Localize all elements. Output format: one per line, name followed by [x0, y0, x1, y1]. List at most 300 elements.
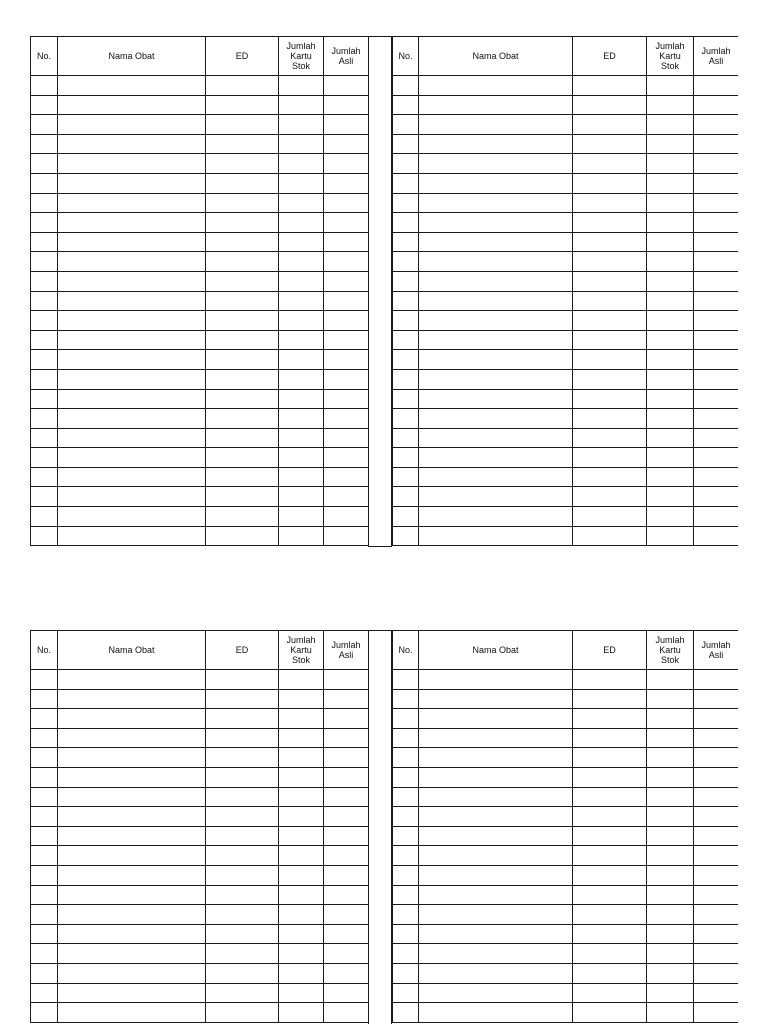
cell-no[interactable]: [31, 271, 58, 291]
cell-jumlah-kartu-stok[interactable]: [279, 448, 324, 468]
cell-no[interactable]: [393, 271, 419, 291]
cell-nama-obat[interactable]: [419, 134, 573, 154]
cell-jumlah-asli[interactable]: [694, 330, 739, 350]
cell-nama-obat[interactable]: [58, 467, 206, 487]
cell-no[interactable]: [31, 767, 58, 787]
cell-nama-obat[interactable]: [58, 330, 206, 350]
cell-jumlah-kartu-stok[interactable]: [279, 983, 324, 1003]
cell-nama-obat[interactable]: [58, 846, 206, 866]
cell-jumlah-kartu-stok[interactable]: [647, 467, 694, 487]
cell-no[interactable]: [393, 826, 419, 846]
cell-jumlah-asli[interactable]: [694, 885, 739, 905]
cell-ed[interactable]: [206, 154, 279, 174]
cell-nama-obat[interactable]: [58, 428, 206, 448]
cell-jumlah-asli[interactable]: [694, 467, 739, 487]
cell-ed[interactable]: [573, 448, 647, 468]
cell-ed[interactable]: [206, 428, 279, 448]
cell-no[interactable]: [31, 134, 58, 154]
cell-jumlah-kartu-stok[interactable]: [647, 409, 694, 429]
cell-jumlah-kartu-stok[interactable]: [647, 689, 694, 709]
cell-jumlah-asli[interactable]: [324, 330, 369, 350]
cell-no[interactable]: [31, 154, 58, 174]
cell-no[interactable]: [393, 963, 419, 983]
cell-jumlah-kartu-stok[interactable]: [647, 134, 694, 154]
cell-no[interactable]: [31, 983, 58, 1003]
cell-nama-obat[interactable]: [58, 232, 206, 252]
cell-ed[interactable]: [573, 76, 647, 96]
cell-no[interactable]: [393, 944, 419, 964]
cell-nama-obat[interactable]: [419, 767, 573, 787]
cell-jumlah-asli[interactable]: [324, 963, 369, 983]
cell-jumlah-asli[interactable]: [324, 95, 369, 115]
cell-jumlah-asli[interactable]: [694, 173, 739, 193]
cell-no[interactable]: [393, 311, 419, 331]
cell-ed[interactable]: [573, 134, 647, 154]
cell-jumlah-kartu-stok[interactable]: [647, 271, 694, 291]
cell-ed[interactable]: [206, 767, 279, 787]
cell-nama-obat[interactable]: [419, 865, 573, 885]
cell-ed[interactable]: [206, 389, 279, 409]
cell-jumlah-kartu-stok[interactable]: [279, 1003, 324, 1023]
cell-nama-obat[interactable]: [419, 252, 573, 272]
cell-nama-obat[interactable]: [58, 95, 206, 115]
cell-jumlah-asli[interactable]: [324, 350, 369, 370]
cell-jumlah-asli[interactable]: [324, 487, 369, 507]
cell-nama-obat[interactable]: [419, 213, 573, 233]
cell-no[interactable]: [393, 905, 419, 925]
cell-jumlah-kartu-stok[interactable]: [279, 826, 324, 846]
cell-jumlah-kartu-stok[interactable]: [279, 963, 324, 983]
cell-jumlah-kartu-stok[interactable]: [647, 291, 694, 311]
cell-jumlah-kartu-stok[interactable]: [647, 728, 694, 748]
cell-jumlah-asli[interactable]: [324, 271, 369, 291]
cell-ed[interactable]: [573, 1003, 647, 1023]
cell-nama-obat[interactable]: [58, 448, 206, 468]
cell-jumlah-asli[interactable]: [694, 983, 739, 1003]
cell-jumlah-asli[interactable]: [694, 134, 739, 154]
cell-no[interactable]: [31, 1003, 58, 1023]
cell-jumlah-asli[interactable]: [324, 115, 369, 135]
cell-no[interactable]: [31, 311, 58, 331]
cell-jumlah-kartu-stok[interactable]: [279, 905, 324, 925]
cell-no[interactable]: [393, 467, 419, 487]
cell-jumlah-kartu-stok[interactable]: [279, 670, 324, 690]
cell-ed[interactable]: [573, 291, 647, 311]
cell-ed[interactable]: [573, 487, 647, 507]
cell-jumlah-kartu-stok[interactable]: [647, 95, 694, 115]
cell-ed[interactable]: [573, 467, 647, 487]
cell-jumlah-kartu-stok[interactable]: [279, 271, 324, 291]
cell-no[interactable]: [393, 330, 419, 350]
cell-jumlah-asli[interactable]: [694, 271, 739, 291]
cell-jumlah-kartu-stok[interactable]: [647, 787, 694, 807]
cell-no[interactable]: [393, 487, 419, 507]
cell-jumlah-asli[interactable]: [324, 193, 369, 213]
cell-ed[interactable]: [573, 526, 647, 546]
cell-ed[interactable]: [206, 983, 279, 1003]
cell-jumlah-kartu-stok[interactable]: [279, 748, 324, 768]
cell-no[interactable]: [31, 448, 58, 468]
cell-nama-obat[interactable]: [419, 428, 573, 448]
cell-nama-obat[interactable]: [419, 173, 573, 193]
cell-nama-obat[interactable]: [419, 330, 573, 350]
cell-jumlah-kartu-stok[interactable]: [279, 154, 324, 174]
cell-jumlah-kartu-stok[interactable]: [279, 728, 324, 748]
cell-jumlah-kartu-stok[interactable]: [279, 252, 324, 272]
cell-ed[interactable]: [206, 252, 279, 272]
cell-ed[interactable]: [573, 95, 647, 115]
cell-no[interactable]: [31, 826, 58, 846]
cell-nama-obat[interactable]: [58, 767, 206, 787]
cell-nama-obat[interactable]: [58, 291, 206, 311]
cell-no[interactable]: [393, 389, 419, 409]
cell-nama-obat[interactable]: [419, 467, 573, 487]
cell-nama-obat[interactable]: [58, 350, 206, 370]
cell-jumlah-asli[interactable]: [324, 709, 369, 729]
cell-ed[interactable]: [206, 134, 279, 154]
cell-no[interactable]: [31, 507, 58, 527]
cell-no[interactable]: [31, 905, 58, 925]
cell-no[interactable]: [31, 213, 58, 233]
cell-ed[interactable]: [573, 807, 647, 827]
cell-no[interactable]: [393, 193, 419, 213]
cell-jumlah-kartu-stok[interactable]: [647, 767, 694, 787]
cell-jumlah-asli[interactable]: [324, 291, 369, 311]
cell-no[interactable]: [31, 350, 58, 370]
cell-nama-obat[interactable]: [58, 193, 206, 213]
cell-jumlah-kartu-stok[interactable]: [279, 526, 324, 546]
cell-ed[interactable]: [573, 846, 647, 866]
cell-no[interactable]: [31, 428, 58, 448]
cell-nama-obat[interactable]: [419, 944, 573, 964]
cell-jumlah-asli[interactable]: [694, 728, 739, 748]
cell-jumlah-kartu-stok[interactable]: [279, 350, 324, 370]
cell-ed[interactable]: [206, 689, 279, 709]
cell-nama-obat[interactable]: [58, 865, 206, 885]
cell-jumlah-kartu-stok[interactable]: [647, 154, 694, 174]
cell-jumlah-kartu-stok[interactable]: [647, 487, 694, 507]
cell-jumlah-kartu-stok[interactable]: [647, 865, 694, 885]
cell-ed[interactable]: [206, 448, 279, 468]
cell-jumlah-kartu-stok[interactable]: [647, 670, 694, 690]
cell-jumlah-kartu-stok[interactable]: [279, 944, 324, 964]
cell-jumlah-asli[interactable]: [694, 1003, 739, 1023]
cell-ed[interactable]: [206, 905, 279, 925]
cell-jumlah-kartu-stok[interactable]: [279, 507, 324, 527]
cell-jumlah-kartu-stok[interactable]: [279, 924, 324, 944]
cell-ed[interactable]: [573, 193, 647, 213]
cell-ed[interactable]: [573, 330, 647, 350]
cell-ed[interactable]: [206, 350, 279, 370]
cell-jumlah-asli[interactable]: [324, 467, 369, 487]
cell-nama-obat[interactable]: [419, 807, 573, 827]
cell-jumlah-asli[interactable]: [694, 193, 739, 213]
cell-ed[interactable]: [206, 271, 279, 291]
cell-jumlah-asli[interactable]: [324, 885, 369, 905]
cell-nama-obat[interactable]: [419, 924, 573, 944]
cell-no[interactable]: [393, 252, 419, 272]
cell-nama-obat[interactable]: [419, 748, 573, 768]
cell-jumlah-kartu-stok[interactable]: [279, 709, 324, 729]
cell-jumlah-asli[interactable]: [324, 787, 369, 807]
cell-nama-obat[interactable]: [419, 95, 573, 115]
cell-jumlah-asli[interactable]: [324, 252, 369, 272]
cell-jumlah-kartu-stok[interactable]: [647, 389, 694, 409]
cell-jumlah-kartu-stok[interactable]: [647, 350, 694, 370]
cell-jumlah-asli[interactable]: [694, 389, 739, 409]
cell-nama-obat[interactable]: [58, 826, 206, 846]
cell-jumlah-asli[interactable]: [324, 409, 369, 429]
cell-jumlah-kartu-stok[interactable]: [647, 709, 694, 729]
cell-jumlah-asli[interactable]: [324, 311, 369, 331]
cell-nama-obat[interactable]: [419, 826, 573, 846]
cell-ed[interactable]: [206, 865, 279, 885]
cell-jumlah-kartu-stok[interactable]: [279, 193, 324, 213]
cell-no[interactable]: [393, 291, 419, 311]
cell-nama-obat[interactable]: [58, 709, 206, 729]
cell-nama-obat[interactable]: [58, 271, 206, 291]
cell-jumlah-kartu-stok[interactable]: [279, 76, 324, 96]
cell-no[interactable]: [31, 944, 58, 964]
cell-no[interactable]: [393, 448, 419, 468]
cell-nama-obat[interactable]: [58, 689, 206, 709]
cell-jumlah-kartu-stok[interactable]: [647, 885, 694, 905]
cell-jumlah-asli[interactable]: [324, 748, 369, 768]
cell-nama-obat[interactable]: [58, 924, 206, 944]
cell-nama-obat[interactable]: [58, 787, 206, 807]
cell-jumlah-kartu-stok[interactable]: [279, 134, 324, 154]
cell-nama-obat[interactable]: [58, 487, 206, 507]
cell-jumlah-asli[interactable]: [694, 865, 739, 885]
cell-jumlah-kartu-stok[interactable]: [279, 95, 324, 115]
cell-ed[interactable]: [206, 213, 279, 233]
cell-ed[interactable]: [206, 369, 279, 389]
cell-ed[interactable]: [573, 748, 647, 768]
cell-no[interactable]: [31, 389, 58, 409]
cell-no[interactable]: [31, 95, 58, 115]
cell-jumlah-kartu-stok[interactable]: [279, 787, 324, 807]
cell-jumlah-kartu-stok[interactable]: [279, 311, 324, 331]
cell-nama-obat[interactable]: [419, 1003, 573, 1023]
cell-no[interactable]: [393, 1003, 419, 1023]
cell-nama-obat[interactable]: [58, 507, 206, 527]
cell-jumlah-kartu-stok[interactable]: [647, 826, 694, 846]
cell-jumlah-kartu-stok[interactable]: [647, 846, 694, 866]
cell-jumlah-asli[interactable]: [694, 924, 739, 944]
cell-no[interactable]: [393, 924, 419, 944]
cell-jumlah-kartu-stok[interactable]: [647, 924, 694, 944]
cell-no[interactable]: [393, 213, 419, 233]
cell-no[interactable]: [393, 428, 419, 448]
cell-jumlah-asli[interactable]: [694, 95, 739, 115]
cell-no[interactable]: [393, 369, 419, 389]
cell-jumlah-kartu-stok[interactable]: [279, 767, 324, 787]
cell-ed[interactable]: [206, 1003, 279, 1023]
cell-no[interactable]: [393, 885, 419, 905]
cell-no[interactable]: [393, 526, 419, 546]
cell-nama-obat[interactable]: [58, 389, 206, 409]
cell-nama-obat[interactable]: [58, 1003, 206, 1023]
cell-no[interactable]: [31, 865, 58, 885]
cell-ed[interactable]: [573, 271, 647, 291]
cell-ed[interactable]: [206, 115, 279, 135]
cell-no[interactable]: [393, 728, 419, 748]
cell-ed[interactable]: [573, 389, 647, 409]
cell-no[interactable]: [31, 467, 58, 487]
cell-jumlah-asli[interactable]: [694, 787, 739, 807]
cell-nama-obat[interactable]: [419, 507, 573, 527]
cell-jumlah-kartu-stok[interactable]: [647, 963, 694, 983]
cell-no[interactable]: [31, 252, 58, 272]
cell-nama-obat[interactable]: [58, 173, 206, 193]
cell-ed[interactable]: [573, 826, 647, 846]
cell-jumlah-asli[interactable]: [324, 173, 369, 193]
cell-jumlah-asli[interactable]: [324, 232, 369, 252]
cell-jumlah-kartu-stok[interactable]: [647, 173, 694, 193]
cell-jumlah-asli[interactable]: [324, 134, 369, 154]
cell-ed[interactable]: [206, 507, 279, 527]
cell-ed[interactable]: [573, 428, 647, 448]
cell-ed[interactable]: [206, 807, 279, 827]
cell-no[interactable]: [31, 409, 58, 429]
cell-no[interactable]: [31, 728, 58, 748]
cell-jumlah-kartu-stok[interactable]: [647, 428, 694, 448]
cell-jumlah-asli[interactable]: [694, 369, 739, 389]
cell-jumlah-asli[interactable]: [324, 76, 369, 96]
cell-jumlah-asli[interactable]: [324, 767, 369, 787]
cell-jumlah-kartu-stok[interactable]: [279, 865, 324, 885]
cell-jumlah-kartu-stok[interactable]: [647, 1003, 694, 1023]
cell-no[interactable]: [393, 767, 419, 787]
cell-ed[interactable]: [206, 944, 279, 964]
cell-ed[interactable]: [206, 95, 279, 115]
cell-jumlah-asli[interactable]: [694, 526, 739, 546]
cell-jumlah-asli[interactable]: [324, 846, 369, 866]
cell-no[interactable]: [393, 507, 419, 527]
cell-nama-obat[interactable]: [419, 409, 573, 429]
cell-nama-obat[interactable]: [58, 670, 206, 690]
cell-jumlah-kartu-stok[interactable]: [279, 689, 324, 709]
cell-jumlah-asli[interactable]: [324, 983, 369, 1003]
cell-jumlah-kartu-stok[interactable]: [647, 115, 694, 135]
cell-nama-obat[interactable]: [419, 487, 573, 507]
cell-jumlah-asli[interactable]: [324, 670, 369, 690]
cell-jumlah-asli[interactable]: [694, 76, 739, 96]
cell-nama-obat[interactable]: [419, 193, 573, 213]
cell-ed[interactable]: [206, 291, 279, 311]
cell-ed[interactable]: [573, 173, 647, 193]
cell-jumlah-kartu-stok[interactable]: [279, 213, 324, 233]
cell-no[interactable]: [31, 487, 58, 507]
cell-jumlah-kartu-stok[interactable]: [279, 409, 324, 429]
cell-jumlah-asli[interactable]: [694, 487, 739, 507]
cell-no[interactable]: [31, 963, 58, 983]
cell-ed[interactable]: [206, 728, 279, 748]
cell-ed[interactable]: [573, 767, 647, 787]
cell-no[interactable]: [393, 689, 419, 709]
cell-jumlah-asli[interactable]: [694, 709, 739, 729]
cell-ed[interactable]: [573, 311, 647, 331]
cell-ed[interactable]: [206, 526, 279, 546]
cell-ed[interactable]: [206, 330, 279, 350]
cell-ed[interactable]: [573, 409, 647, 429]
cell-ed[interactable]: [206, 76, 279, 96]
cell-jumlah-kartu-stok[interactable]: [647, 526, 694, 546]
cell-jumlah-asli[interactable]: [324, 944, 369, 964]
cell-jumlah-asli[interactable]: [324, 154, 369, 174]
cell-nama-obat[interactable]: [58, 807, 206, 827]
cell-jumlah-asli[interactable]: [694, 311, 739, 331]
cell-jumlah-asli[interactable]: [694, 428, 739, 448]
cell-ed[interactable]: [573, 252, 647, 272]
cell-ed[interactable]: [573, 154, 647, 174]
cell-jumlah-asli[interactable]: [694, 905, 739, 925]
cell-jumlah-kartu-stok[interactable]: [647, 213, 694, 233]
cell-jumlah-asli[interactable]: [694, 213, 739, 233]
cell-nama-obat[interactable]: [58, 905, 206, 925]
cell-jumlah-kartu-stok[interactable]: [647, 748, 694, 768]
cell-no[interactable]: [393, 748, 419, 768]
cell-jumlah-asli[interactable]: [694, 670, 739, 690]
cell-ed[interactable]: [573, 369, 647, 389]
cell-jumlah-kartu-stok[interactable]: [647, 983, 694, 1003]
cell-jumlah-asli[interactable]: [324, 865, 369, 885]
cell-no[interactable]: [393, 95, 419, 115]
cell-ed[interactable]: [573, 905, 647, 925]
cell-no[interactable]: [31, 232, 58, 252]
cell-nama-obat[interactable]: [58, 252, 206, 272]
cell-jumlah-asli[interactable]: [694, 291, 739, 311]
cell-ed[interactable]: [206, 748, 279, 768]
cell-nama-obat[interactable]: [419, 526, 573, 546]
cell-jumlah-asli[interactable]: [324, 389, 369, 409]
cell-ed[interactable]: [573, 213, 647, 233]
cell-jumlah-asli[interactable]: [324, 428, 369, 448]
cell-nama-obat[interactable]: [58, 115, 206, 135]
cell-jumlah-asli[interactable]: [324, 526, 369, 546]
cell-jumlah-asli[interactable]: [694, 846, 739, 866]
cell-nama-obat[interactable]: [58, 311, 206, 331]
cell-no[interactable]: [31, 526, 58, 546]
cell-jumlah-asli[interactable]: [324, 807, 369, 827]
cell-jumlah-asli[interactable]: [694, 448, 739, 468]
cell-jumlah-kartu-stok[interactable]: [279, 369, 324, 389]
cell-jumlah-kartu-stok[interactable]: [279, 885, 324, 905]
cell-jumlah-asli[interactable]: [694, 767, 739, 787]
cell-jumlah-kartu-stok[interactable]: [647, 76, 694, 96]
cell-ed[interactable]: [573, 115, 647, 135]
cell-no[interactable]: [393, 865, 419, 885]
cell-ed[interactable]: [573, 787, 647, 807]
cell-jumlah-kartu-stok[interactable]: [279, 173, 324, 193]
cell-ed[interactable]: [573, 689, 647, 709]
cell-no[interactable]: [393, 76, 419, 96]
cell-no[interactable]: [31, 173, 58, 193]
cell-nama-obat[interactable]: [58, 213, 206, 233]
cell-ed[interactable]: [206, 963, 279, 983]
cell-jumlah-kartu-stok[interactable]: [647, 944, 694, 964]
cell-jumlah-kartu-stok[interactable]: [279, 232, 324, 252]
cell-no[interactable]: [393, 846, 419, 866]
cell-nama-obat[interactable]: [58, 885, 206, 905]
cell-nama-obat[interactable]: [419, 728, 573, 748]
cell-jumlah-kartu-stok[interactable]: [647, 369, 694, 389]
cell-jumlah-asli[interactable]: [324, 728, 369, 748]
cell-jumlah-kartu-stok[interactable]: [647, 448, 694, 468]
cell-no[interactable]: [393, 409, 419, 429]
cell-ed[interactable]: [206, 670, 279, 690]
cell-ed[interactable]: [573, 924, 647, 944]
